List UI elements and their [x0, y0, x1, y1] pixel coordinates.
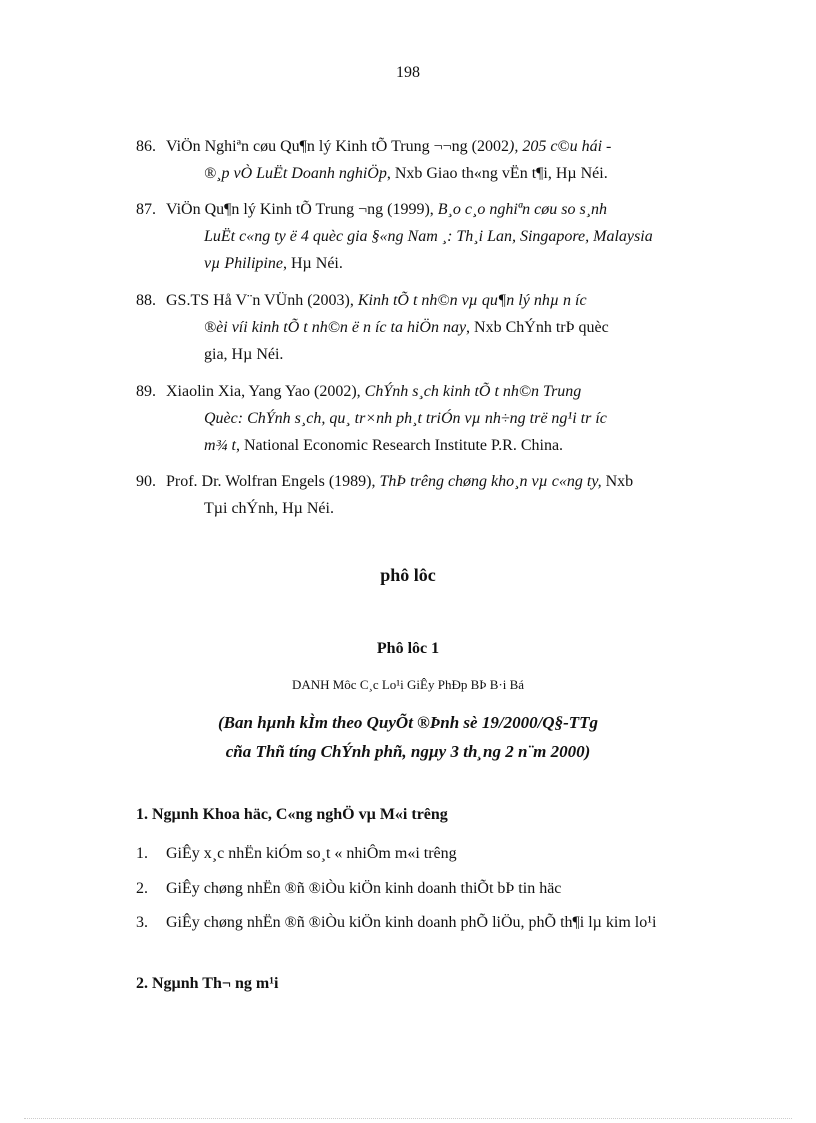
- list-item: [136, 841, 740, 867]
- page-bottom-rule: [24, 1118, 792, 1119]
- list-item: [136, 910, 740, 936]
- item-text: GiÊy x¸c nhËn kiÓm so¸t « nhiÔm m«i trêng: [166, 845, 457, 862]
- reference-entry: [136, 133, 740, 187]
- reference-line: [166, 223, 740, 250]
- reference-title-segment: m¾ t: [204, 437, 236, 454]
- reference-line: [166, 160, 740, 187]
- decision-line-1: (Ban hµnh kÌm theo QuyÕt ®Þnh sè 19/2000/Q§-TTg: [217, 713, 598, 732]
- reference-number: 88.: [136, 292, 156, 309]
- reference-text-segment: , Hµ Néi.: [282, 255, 343, 272]
- reference-title-segment: LuËt c«ng ty ë 4 quèc gia §«ng Nam ¸: Th¸i Lan, Singapore, Malaysia: [204, 228, 653, 245]
- item-number: 2.: [136, 880, 148, 897]
- reference-text-segment: ViÖn Qu¶n lý Kinh tÕ Trung ¬ng (1999),: [166, 201, 438, 218]
- reference-entry: [136, 378, 740, 459]
- reference-line: [166, 341, 740, 368]
- reference-title-segment: ChÝnh s¸ch kinh tÕ t nh©n Trung: [364, 383, 582, 400]
- list-title: DANH Môc C¸c Lo¹i GiÊy PhÐp BÞ B·i Bá: [291, 677, 525, 692]
- list-item: [136, 876, 740, 902]
- item-text: GiÊy chøng nhËn ®ñ ®iÒu kiÖn kinh doanh phÕ liÖu, phÕ th¶i lµ kim lo¹i: [166, 914, 657, 931]
- reference-title-segment: vµ Philipine: [204, 255, 283, 272]
- category-heading-2: 2. Ngµnh Th¬ ng m¹i: [136, 975, 279, 992]
- reference-title-segment: Quèc: ChÝnh s¸ch, qu¸ tr×nh ph¸t triÓn vµ nh÷ng trë ng¹i tr íc: [204, 410, 607, 427]
- reference-line: [166, 133, 740, 160]
- reference-line: [166, 468, 740, 495]
- section-title: phô lôc: [380, 565, 436, 585]
- reference-text-segment: GS.TS Hå V¨n VÜnh (2003),: [166, 292, 358, 309]
- appendix-title: Phô lôc 1: [376, 640, 440, 657]
- reference-text-segment: Tµi chÝnh, Hµ Néi.: [204, 500, 334, 517]
- page-number: 198: [396, 64, 420, 81]
- reference-number: 90.: [136, 473, 156, 490]
- reference-entry: [136, 196, 740, 277]
- item-text: GiÊy chøng nhËn ®ñ ®iÒu kiÖn kinh doanh thiÕt bÞ tin häc: [166, 880, 562, 897]
- item-number: 1.: [136, 845, 148, 862]
- reference-number: 87.: [136, 201, 156, 218]
- reference-title-segment: ThÞ trêng chøng kho¸n vµ c«ng ty,: [379, 473, 602, 490]
- reference-title-segment: ®èi víi kinh tÕ t nh©n ë n íc ta hiÖn nay: [204, 319, 467, 336]
- item-number: 3.: [136, 914, 148, 931]
- reference-entry: [136, 468, 740, 522]
- reference-line: [166, 495, 740, 522]
- decision-line-2: cña Thñ tíng ChÝnh phñ, ngµy 3 th¸ng 2 n¨m 2000): [225, 742, 591, 761]
- reference-line: [166, 287, 740, 314]
- decision-note: [0, 708, 816, 766]
- reference-text-segment: , Nxb Giao th«ng vËn t¶i, Hµ Néi.: [386, 165, 608, 182]
- reference-title-segment: ®¸p vÒ LuËt Doanh nghiÖp: [204, 165, 387, 182]
- reference-line: [166, 405, 740, 432]
- reference-line: [166, 432, 740, 459]
- reference-text-segment: Nxb: [601, 473, 634, 490]
- reference-title-segment: B¸o c¸o nghiªn cøu so s¸nh: [437, 201, 608, 218]
- reference-text-segment: Xiaolin Xia, Yang Yao (2002),: [166, 383, 365, 400]
- reference-title-segment: Kinh tÕ t nh©n vµ qu¶n lý nhµ n íc: [357, 292, 587, 309]
- reference-line: [166, 250, 740, 277]
- reference-line: [166, 314, 740, 341]
- reference-entry: [136, 287, 740, 368]
- reference-title-segment: ), 205 c©u hái -: [508, 138, 612, 155]
- reference-line: [166, 378, 740, 405]
- reference-line: [166, 196, 740, 223]
- reference-text-segment: Prof. Dr. Wolfran Engels (1989),: [166, 473, 380, 490]
- reference-text-segment: gia, Hµ Néi.: [204, 346, 284, 363]
- reference-number: 89.: [136, 383, 156, 400]
- reference-text-segment: ViÖn Nghiªn cøu Qu¶n lý Kinh tÕ Trung ¬¬ng (2002: [166, 138, 509, 155]
- reference-text-segment: , National Economic Research Institute P.R. China.: [236, 437, 564, 454]
- reference-text-segment: , Nxb ChÝnh trÞ quèc: [466, 319, 609, 336]
- reference-number: 86.: [136, 138, 156, 155]
- category-heading-1: 1. Ngµnh Khoa häc, C«ng nghÖ vµ M«i trêng: [136, 806, 448, 823]
